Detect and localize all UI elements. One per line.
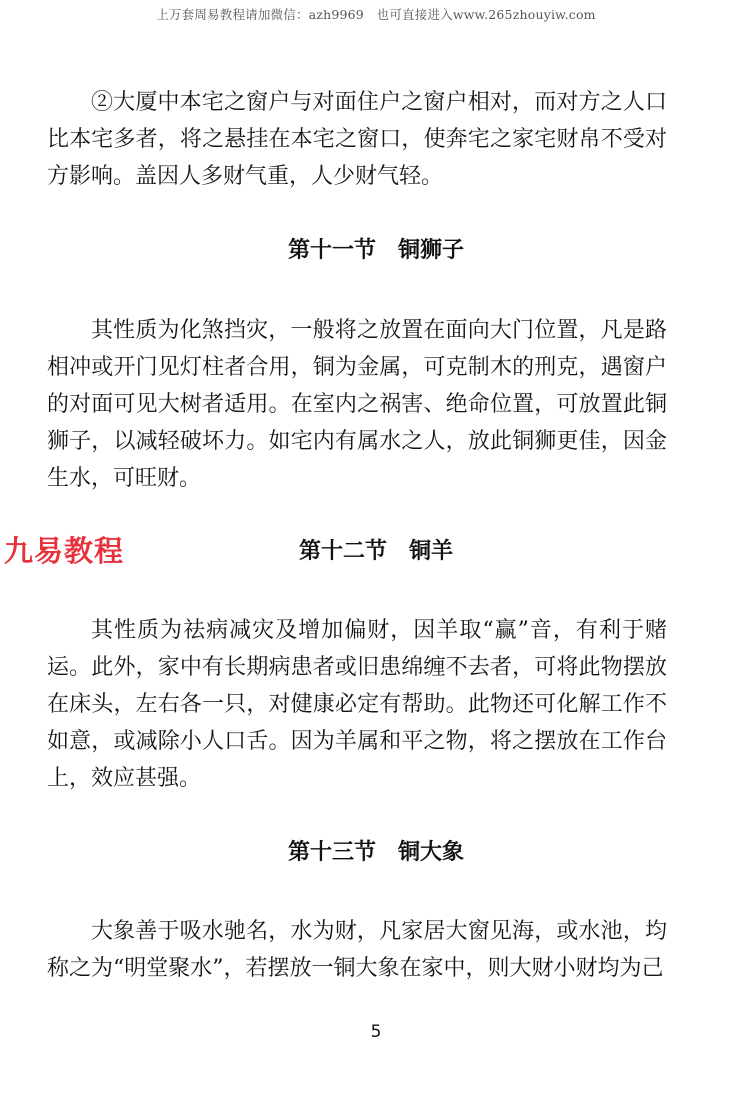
section-11-heading: 第十一节 铜狮子 bbox=[287, 238, 464, 263]
section-12-heading: 第十二节 铜羊 bbox=[298, 539, 453, 564]
header-note: 上万套周易教程请加微信：azh9969 也可直接进入www.265zhouyiw.com bbox=[156, 7, 596, 22]
section-12-body: 其性质为祛病减灾及增加偏财，因羊取“赢”音，有利于赌运。此外，家中有长期病患者或旧患绵缠不去者，可将此物摆放在床头，左右各一只，对健康必定有帮助。此物还可化解工作不如意，或减除小人口舌。因为羊属和平之物，将之摆放在工作台上，效应甚强。 bbox=[47, 618, 667, 791]
paragraph-continuation: ②大厦中本宅之窗户与对面住户之窗户相对，而对方之人口比本宅多者，将之悬挂在本宅之窗口，使奔宅之家宅财帛不受对方影响。盖因人多财气重，人少财气轻。 bbox=[47, 90, 667, 189]
section-13-heading: 第十三节 铜大象 bbox=[287, 840, 464, 865]
section-11-body: 其性质为化煞挡灾，一般将之放置在面向大门位置，凡是路相冲或开门见灯柱者合用，铜为金属，可克制木的刑克，遇窗户的对面可见大树者适用。在室内之祸害、绝命位置，可放置此铜狮子，以减轻破坏力。如宅内有属水之人，放此铜狮更佳，因金生水，可旺财。 bbox=[47, 318, 667, 491]
watermark-logo: 九易教程 bbox=[4, 534, 125, 568]
section-13-body: 大象善于吸水驰名，水为财，凡家居大窗见海，或水池，均称之为“明堂聚水”，若摆放一铜大象在家中，则大财小财均为己 bbox=[47, 919, 667, 981]
page-number: 5 bbox=[370, 1022, 382, 1042]
